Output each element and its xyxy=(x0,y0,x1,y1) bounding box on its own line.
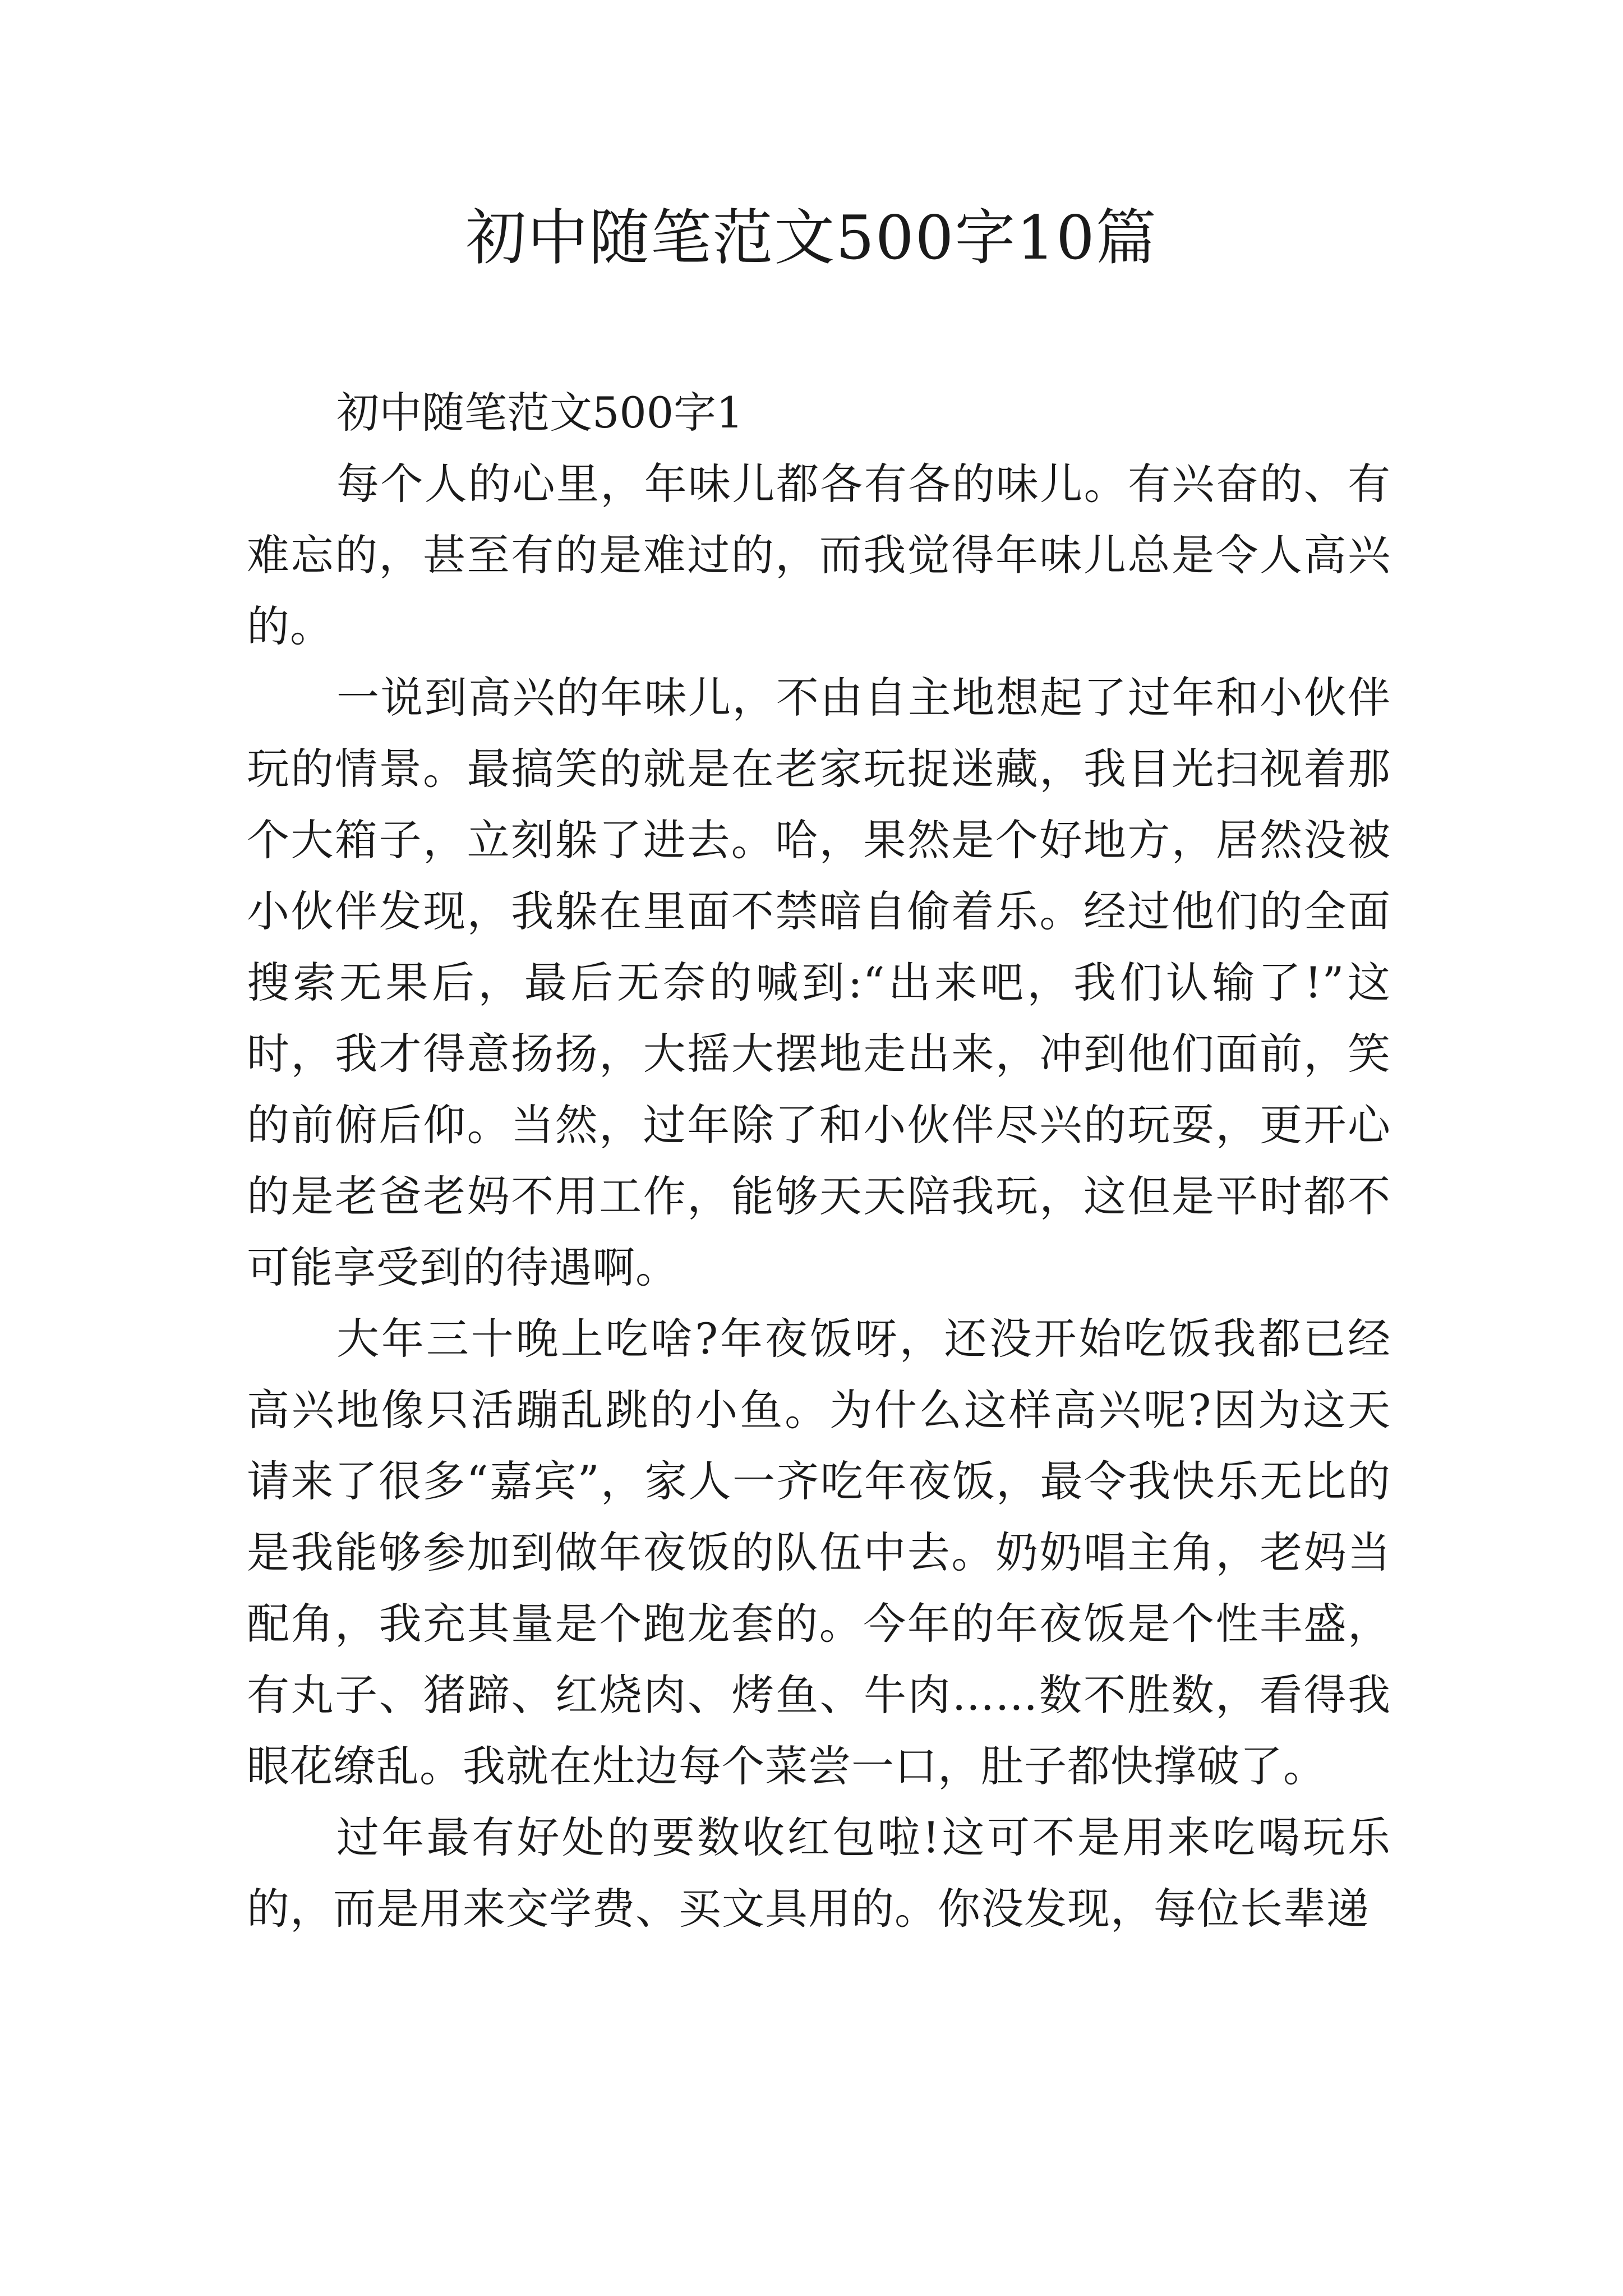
document-title: 初中随笔范文500字10篇 xyxy=(465,203,1158,273)
paragraph-4: 过年最有好处的要数收红包啦!这可不是用来吃喝玩乐的，而是用来交学费、买文具用的。你没发现，每位长辈递 xyxy=(247,1812,1391,1934)
paragraph-1: 每个人的心里，年味儿都各有各的味儿。有兴奋的、有难忘的，甚至有的是难过的，而我觉得年味儿总是令人高兴的。 xyxy=(247,459,1391,651)
document-body xyxy=(247,377,1391,1944)
paragraph-2: 一说到高兴的年味儿，不由自主地想起了过年和小伙伴玩的情景。最搞笑的就是在老家玩捉迷藏，我目光扫视着那个大箱子，立刻躲了进去。哈，果然是个好地方，居然没被小伙伴发现，我躲在里面不禁暗自偷着乐。经过他们的全面搜索无果后，最后无奈的喊到:“出来吧，我们认输了!”这时，我才得意扬扬，大摇大摆地走出来，冲到他们面前，笑的前俯后仰。当然，过年除了和小伙伴尽兴的玩耍，更开心的是老爸老妈不用工作，能够天天陪我玩，这但是平时都不可能享受到的待遇啊。 xyxy=(247,673,1391,1292)
paragraph-3: 大年三十晚上吃啥?年夜饭呀，还没开始吃饭我都已经高兴地像只活蹦乱跳的小鱼。为什么这样高兴呢?因为这天请来了很多“嘉宾”，家人一齐吃年夜饭，最令我快乐无比的是我能够参加到做年夜饭的队伍中去。奶奶唱主角，老妈当配角，我充其量是个跑龙套的。今年的年夜饭是个性丰盛，有丸子、猪蹄、红烧肉、烤鱼、牛肉……数不胜数，看得我眼花缭乱。我就在灶边每个菜尝一口，肚子都快撑破了。 xyxy=(247,1314,1391,1791)
section-heading: 初中随笔范文500字1 xyxy=(336,388,744,438)
